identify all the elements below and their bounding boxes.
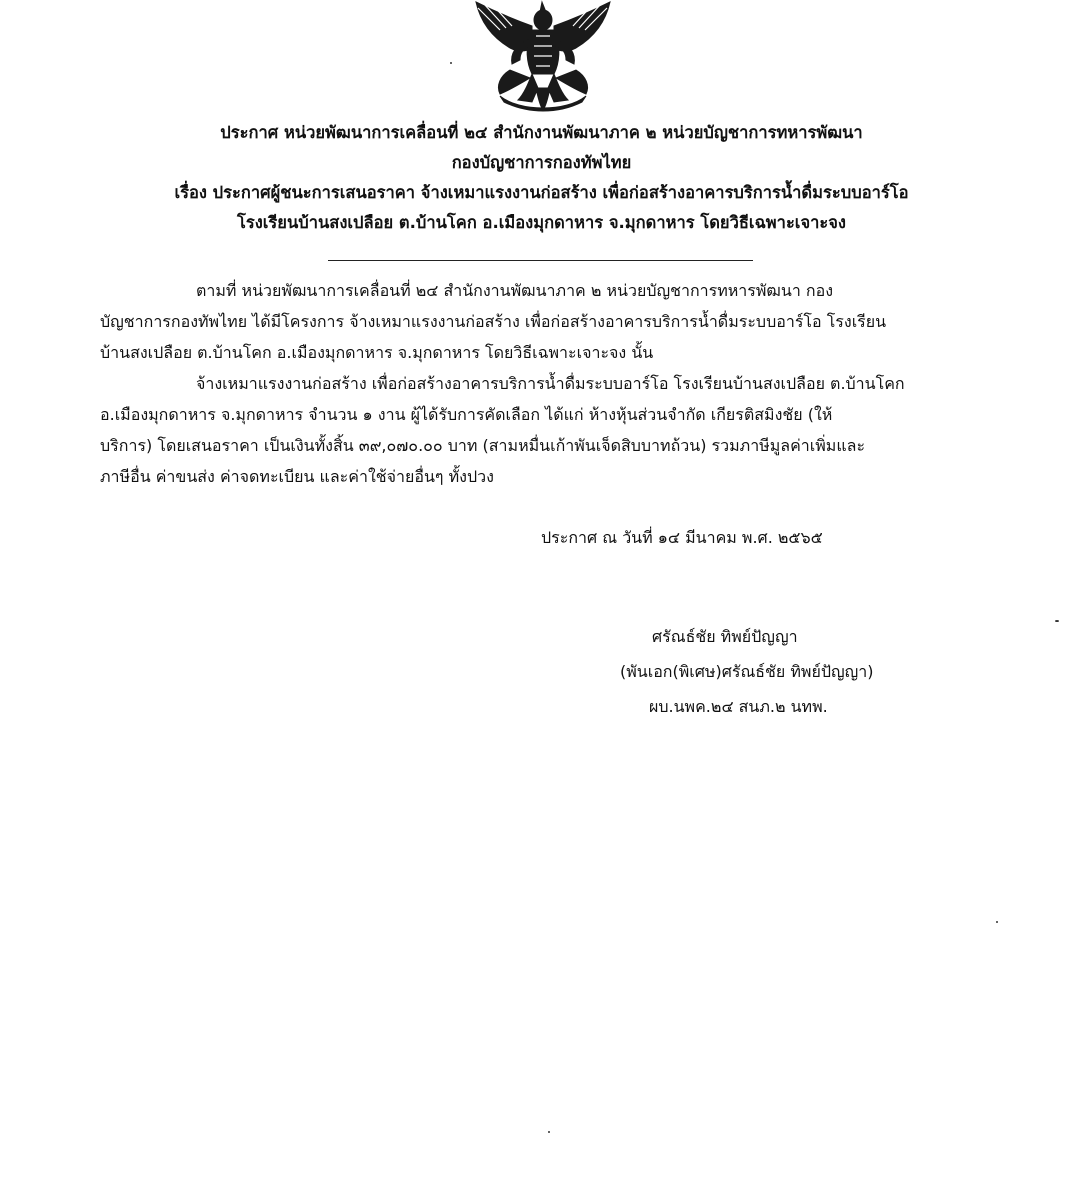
paragraph-2-line-3: บริการ) โดยเสนอราคา เป็นเงินทั้งสิ้น ๓๙,๐๗๐.๐๐ บาท (สามหมื่นเก้าพันเจ็ดสิบบาทถ้วน) รวมภาษีมูลค่าเพิ่มและ (100, 436, 866, 455)
paragraph-1-line-2: บัญชาการกองทัพไทย ได้มีโครงการ จ้างเหมาแรงงานก่อสร้าง เพื่อก่อสร้างอาคารบริการน้ำดื่มระบบอาร์โอ โรงเรียน (100, 312, 887, 331)
paragraph-2-line-1: จ้างเหมาแรงงานก่อสร้าง เพื่อก่อสร้างอาคารบริการน้ำดื่มระบบอาร์โอ โรงเรียนบ้านสงเปลือย ต.บ้านโคก (196, 374, 905, 393)
signature-position: ผบ.นพค.๒๔ สนภ.๒ นทพ. (649, 697, 828, 716)
signature-full-name: (พันเอก(พิเศษ)ศรัณธ์ชัย ทิพย์ปัญญา) (620, 662, 874, 681)
paragraph-1-line-1: ตามที่ หน่วยพัฒนาการเคลื่อนที่ ๒๔ สำนักงานพัฒนาภาค ๒ หน่วยบัญชาการทหารพัฒนา กอง (196, 281, 833, 300)
header-subject-line: เรื่อง ประกาศผู้ชนะการเสนอราคา จ้างเหมาแรงงานก่อสร้าง เพื่อก่อสร้างอาคารบริการน้ำดื่มระบบอาร์โอ (174, 183, 909, 202)
scan-speck (1055, 620, 1059, 622)
header-line-1: ประกาศ หน่วยพัฒนาการเคลื่อนที่ ๒๔ สำนักงานพัฒนาภาค ๒ หน่วยบัญชาการทหารพัฒนา (220, 123, 863, 142)
announcement-header (60, 118, 1023, 238)
scan-speck (548, 1131, 550, 1133)
garuda-emblem-icon (470, 0, 615, 112)
paragraph-2-line-2: อ.เมืองมุกดาหาร จ.มุกดาหาร จำนวน ๑ งาน ผู้ได้รับการคัดเลือก ได้แก่ ห้างหุ้นส่วนจำกัด เกียรติสมิงชัย (ให้ (100, 405, 833, 424)
header-line-4: โรงเรียนบ้านสงเปลือย ต.บ้านโคก อ.เมืองมุกดาหาร จ.มุกดาหาร โดยวิธีเฉพาะเจาะจง (237, 213, 846, 232)
announcement-date: ประกาศ ณ วันที่ ๑๔ มีนาคม พ.ศ. ๒๕๖๕ (541, 528, 823, 547)
body-paragraph-2 (100, 368, 980, 492)
paragraph-1-line-3: บ้านสงเปลือย ต.บ้านโคก อ.เมืองมุกดาหาร จ.มุกดาหาร โดยวิธีเฉพาะเจาะจง นั้น (100, 343, 654, 362)
scan-speck (996, 921, 998, 923)
header-line-2: กองบัญชาการกองทัพไทย (451, 153, 632, 172)
body-paragraph-1 (100, 275, 980, 368)
header-divider (328, 260, 753, 261)
paragraph-2-line-4: ภาษีอื่น ค่าขนส่ง ค่าจดทะเบียน และค่าใช้จ่ายอื่นๆ ทั้งปวง (100, 467, 494, 486)
scan-speck (450, 62, 452, 64)
signature-name: ศรัณธ์ชัย ทิพย์ปัญญา (652, 627, 798, 646)
